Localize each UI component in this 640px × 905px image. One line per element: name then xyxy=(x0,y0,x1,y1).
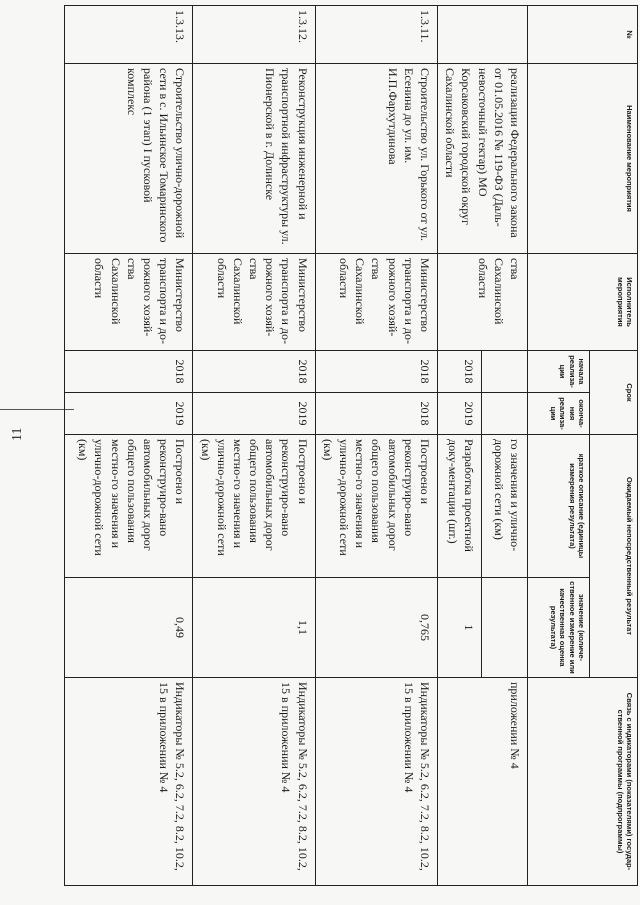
cell-end: 2019 xyxy=(193,393,315,435)
header-name: Наименование мероприятия xyxy=(528,64,638,254)
cell-link: Индикаторы № 5.2, 6.2, 7.2, 8.2, 10.2, 15 в приложении № 4 xyxy=(315,678,437,886)
table-row xyxy=(482,6,528,886)
cell-num: 1.3.12. xyxy=(193,6,315,64)
cell-executor: Министерство транспорта и до-рожного хозяй-ства Сахалинской области xyxy=(193,254,315,351)
cell-link: Индикаторы № 5.2, 6.2, 7.2, 8.2, 10.2, 15 в приложении № 4 xyxy=(193,678,315,886)
header-num: № xyxy=(528,6,638,64)
cell-desc: Построено и реконструиро-вано автомобильных дорог общего пользования местно-го значения и улично-дорожной сети (км) xyxy=(65,435,193,578)
header-result: Ожидаемый непосредственный результат xyxy=(590,435,638,678)
table-header xyxy=(528,6,638,886)
cell-end xyxy=(482,393,528,435)
cell-name: Реконструкция инженерной и транспортной инфраструктуры ул. Пионерской в г. Долинске xyxy=(193,64,315,254)
cell-link: Индикаторы № 5.2, 6.2, 7.2, 8.2, 10.2, 15 в приложении № 4 xyxy=(65,678,193,886)
cell-num: 1.3.11. xyxy=(315,6,437,64)
cell-start xyxy=(482,351,528,393)
cell-start: 2018 xyxy=(438,351,482,393)
header-value: значение (количе-ственное измерение или качественная оценка результата) xyxy=(528,578,590,678)
cell-desc: го значения и улично-дорожной сети (км) xyxy=(482,435,528,578)
header-link: Связь с индикаторами (показателями) государ-ственной программы (подпрограммы) xyxy=(528,678,638,886)
cell-value: 0,765 xyxy=(315,578,437,678)
table-row xyxy=(65,6,193,886)
cell-link: приложении № 4 xyxy=(438,678,528,886)
rotated-table-container xyxy=(76,5,638,885)
margin-rule xyxy=(0,409,74,410)
header-end: оконча-ния реализа-ции xyxy=(528,393,590,435)
cell-desc: Построено и реконструиро-вано автомобильных дорог общего пользования местно-го значения и улично-дорожной сети (км) xyxy=(315,435,437,578)
cell-end: 2019 xyxy=(65,393,193,435)
header-desc: краткое описание (единицы измерения результата) xyxy=(528,435,590,578)
cell-executor: Министерство транспорта и до-рожного хозяй-ства Сахалинской области xyxy=(315,254,437,351)
cell-desc: Построено и реконструиро-вано автомобильных дорог общего пользования местно-го значения и улично-дорожной сети (км) xyxy=(193,435,315,578)
cell-end: 2019 xyxy=(438,393,482,435)
cell-end: 2018 xyxy=(315,393,437,435)
cell-start: 2018 xyxy=(65,351,193,393)
cell-executor: ства Сахалинской области xyxy=(438,254,528,351)
table-row xyxy=(315,6,437,886)
page-number: 11 xyxy=(10,427,25,441)
header-start: начала реализа-ции xyxy=(528,351,590,393)
header-term: Срок xyxy=(590,351,638,435)
cell-value: 0,49 xyxy=(65,578,193,678)
cell-start: 2018 xyxy=(193,351,315,393)
cell-desc: Разработка проектной доку-ментации (шт.) xyxy=(438,435,482,578)
cell-value: 1,1 xyxy=(193,578,315,678)
cell-name: реализации Федерального закона от 01.05.2016 № 119-ФЗ (Даль-невосточный гектар) МО Корсаковский городской округ Сахалинской области xyxy=(438,64,528,254)
cell-num xyxy=(438,6,528,64)
cell-name: Строительство ул. Горького от ул. Есенина до ул. им. И.П.Фархутдинова xyxy=(315,64,437,254)
cell-value xyxy=(482,578,528,678)
table-row xyxy=(193,6,315,886)
cell-value: 1 xyxy=(438,578,482,678)
header-executor: Исполнитель мероприятия xyxy=(528,254,638,351)
cell-executor: Министерство транспорта и до-рожного хозяй-ства Сахалинской области xyxy=(65,254,193,351)
measures-table xyxy=(64,5,638,886)
cell-start: 2018 xyxy=(315,351,437,393)
cell-name: Строительство улично-дорожной сети в с. Ильинское Томаринского района (1 этап) I пусковой комплекс xyxy=(65,64,193,254)
cell-num: 1.3.13. xyxy=(65,6,193,64)
